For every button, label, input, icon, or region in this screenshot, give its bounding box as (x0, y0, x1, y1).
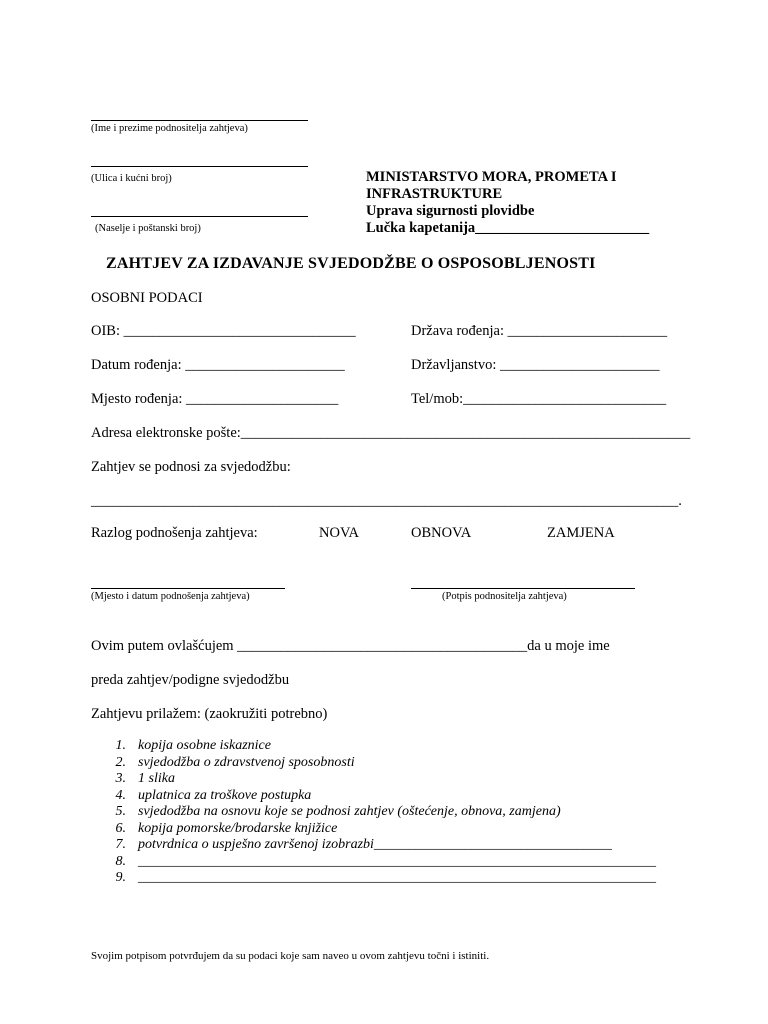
list-item-number: 8. (115, 853, 126, 869)
declaration-footer: Svojim potpisom potvrđujem da su podaci koje sam naveo u ovom zahtjevu točni i istiniti. (91, 950, 490, 962)
reason-option-replacement[interactable]: ZAMJENA (547, 525, 615, 541)
attachments-label: Zahtjevu prilažem: (zaokružiti potrebno) (91, 706, 328, 722)
applicant-name-line[interactable] (91, 120, 308, 121)
authorization-line-2: preda zahtjev/podigne svjedodžbu (91, 672, 290, 688)
list-item-number: 7. (115, 837, 126, 852)
list-item-number: 9. (115, 870, 126, 885)
citizenship-field[interactable]: Državljanstvo: ______________________ (411, 357, 660, 373)
list-item-text: uplatnica za troškove postupka (138, 787, 312, 803)
email-field[interactable]: Adresa elektronske pošte:______________________________________________________________ (91, 425, 691, 441)
applicant-street-caption: (Ulica i kućni broj) (91, 173, 172, 184)
form-title: ZAHTJEV ZA IZDAVANJE SVJEDODŽBE O OSPOSOBLJENOSTI (106, 255, 596, 272)
list-item-text: kopija osobne iskaznice (138, 738, 271, 753)
place-date-line[interactable] (91, 588, 285, 589)
list-item-text: svjedodžba o zdravstvenoj sposobnosti (138, 754, 355, 770)
list-item-number: 4. (115, 787, 126, 803)
list-item-text: kopija pomorske/brodarske knjižice (138, 820, 338, 836)
list-item-number: 3. (115, 771, 126, 786)
list-item-text: svjedodžba na osnovu koje se podnosi zahtjev (oštećenje, obnova, zamjena) (138, 804, 561, 819)
list-item-text: potvrdnica o uspješno završenoj izobrazbi__________________________________ (138, 837, 612, 852)
list-item-number: 5. (115, 804, 126, 819)
applicant-name-caption: (Ime i prezime podnositelja zahtjeva) (91, 123, 248, 134)
personal-section-label: OSOBNI PODACI (91, 290, 203, 306)
harbour-office-field[interactable]: Lučka kapetanija________________________ (366, 220, 650, 236)
applicant-street-line[interactable] (91, 166, 308, 167)
place-date-caption: (Mjesto i datum podnošenja zahtjeva) (91, 591, 250, 602)
list-item-number: 1. (115, 738, 126, 753)
phone-field[interactable]: Tel/mob:____________________________ (411, 391, 667, 407)
list-item-number: 6. (115, 820, 126, 836)
reason-option-new[interactable]: NOVA (319, 525, 360, 541)
signature-caption: (Potpis podnositelja zahtjeva) (442, 591, 567, 602)
signature-line[interactable] (411, 588, 635, 589)
applicant-city-caption: (Naselje i poštanski broj) (95, 223, 201, 234)
applicant-city-line[interactable] (91, 216, 308, 217)
ministry-line-2: INFRASTRUKTURE (366, 186, 503, 202)
list-item-number: 2. (115, 754, 126, 770)
certificate-field[interactable]: _________________________________________________________________________________. (91, 493, 682, 509)
authorization-line-1[interactable]: Ovim putem ovlašćujem ________________________________________da u moje ime (91, 638, 610, 654)
reason-option-renewal[interactable]: OBNOVA (411, 525, 472, 541)
date-of-birth-field[interactable]: Datum rođenja: ______________________ (91, 357, 345, 373)
authority-name: Uprava sigurnosti plovidbe (366, 203, 535, 219)
list-item-text: 1 slika (138, 771, 175, 786)
country-of-birth-field[interactable]: Država rođenja: ______________________ (411, 323, 668, 339)
reason-label: Razlog podnošenja zahtjeva: (91, 525, 258, 541)
certificate-label: Zahtjev se podnosi za svjedodžbu: (91, 459, 291, 475)
oib-field[interactable]: OIB: ________________________________ (91, 323, 356, 339)
place-of-birth-field[interactable]: Mjesto rođenja: _____________________ (91, 391, 339, 407)
list-item-text: __________________________________________________________________________ (138, 870, 656, 885)
list-item-text: __________________________________________________________________________ (138, 853, 656, 869)
ministry-line-1: MINISTARSTVO MORA, PROMETA I (366, 169, 617, 185)
